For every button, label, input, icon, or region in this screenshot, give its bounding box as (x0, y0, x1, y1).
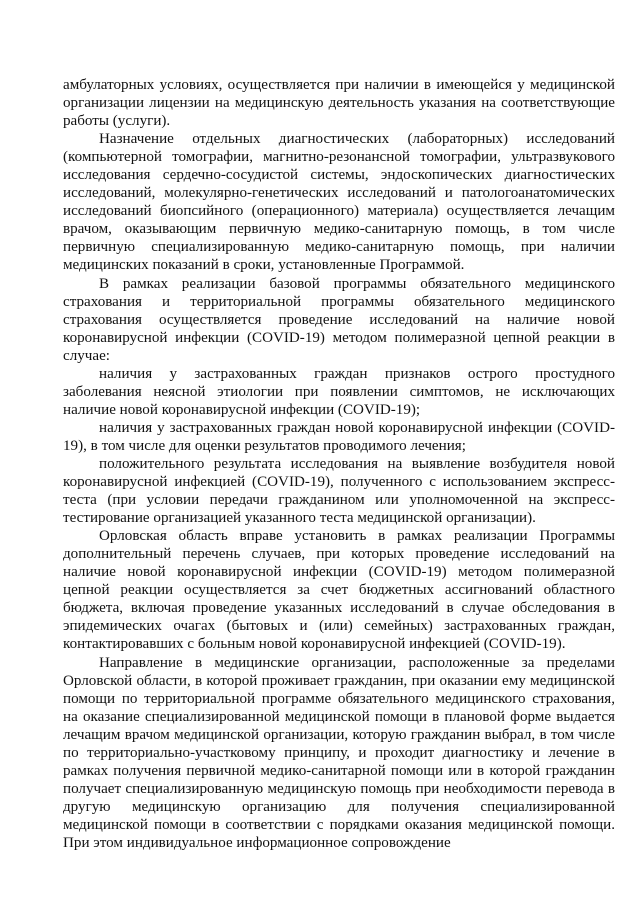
paragraph-8: Направление в медицинские организации, расположенные за пределами Орловской области, в которой проживает гражданин, при оказании ему медицинской помощи по территориальной программе обязательного медицинского страхования, на оказание специализированной медицинской помощи в плановой форме выдается лечащим врачом медицинской организации, которую гражданин выбрал, в том числе по территориально-участковому принципу, и проходит диагностику и лечение в рамках получения первичной медико-санитарной помощи или в которой гражданин получает специализированную медицинскую помощь при необходимости перевода в другую медицинскую организацию для получения специализированной медицинской помощи в соответствии с порядками оказания медицинской помощи. При этом индивидуальное информационное сопровождение (63, 654, 615, 851)
paragraph-1: амбулаторных условиях, осуществляется при наличии в имеющейся у медицинской организации лицензии на медицинскую деятельность указания на соответствующие работы (услуги). (63, 77, 615, 130)
paragraph-3: В рамках реализации базовой программы обязательного медицинского страхования и территориальной программы обязательного медицинского страхования осуществляется проведение исследований на наличие новой коронавирусной инфекции (COVID-19) методом полимеразной цепной реакции в случае: (63, 275, 615, 364)
paragraph-6: положительного результата исследования на выявление возбудителя новой коронавирусной инфекцией (COVID-19), полученного с использованием экспресс-теста (при условии передачи гражданином или уполномоченной на экспресс-тестирование организацией указанного теста медицинской организации). (63, 455, 615, 527)
document-body (63, 76, 615, 852)
paragraph-7: Орловская область вправе установить в рамках реализации Программы дополнительный перечень случаев, при которых проведение исследований на наличие новой коронавирусной инфекции (COVID-19) методом полимеразной цепной реакции осуществляется за счет бюджетных ассигнований областного бюджета, включая проведение указанных исследований в случае обследования в эпидемических очагах (бытовых и (или) семейных) застрахованных граждан, контактировавших с больным новой коронавирусной инфекцией (COVID-19). (63, 528, 615, 653)
paragraph-2: Назначение отдельных диагностических (лабораторных) исследований (компьютерной томографии, магнитно-резонансной томографии, ультразвукового исследования сердечно-сосудистой системы, эндоскопических диагностических исследований, молекулярно-генетических исследований и патологоанатомических исследований биопсийного (операционного) материала) осуществляется лечащим врачом, оказывающим первичную медико-санитарную помощь, в том числе первичную специализированную медико-санитарную помощь, при наличии медицинских показаний в сроки, установленные Программой. (63, 131, 615, 274)
paragraph-4: наличия у застрахованных граждан признаков острого простудного заболевания неясной этиологии при появлении симптомов, не исключающих наличие новой коронавирусной инфекции (COVID-19); (63, 365, 615, 418)
paragraph-5: наличия у застрахованных граждан новой коронавирусной инфекции (COVID-19), в том числе для оценки результатов проводимого лечения; (63, 419, 615, 454)
